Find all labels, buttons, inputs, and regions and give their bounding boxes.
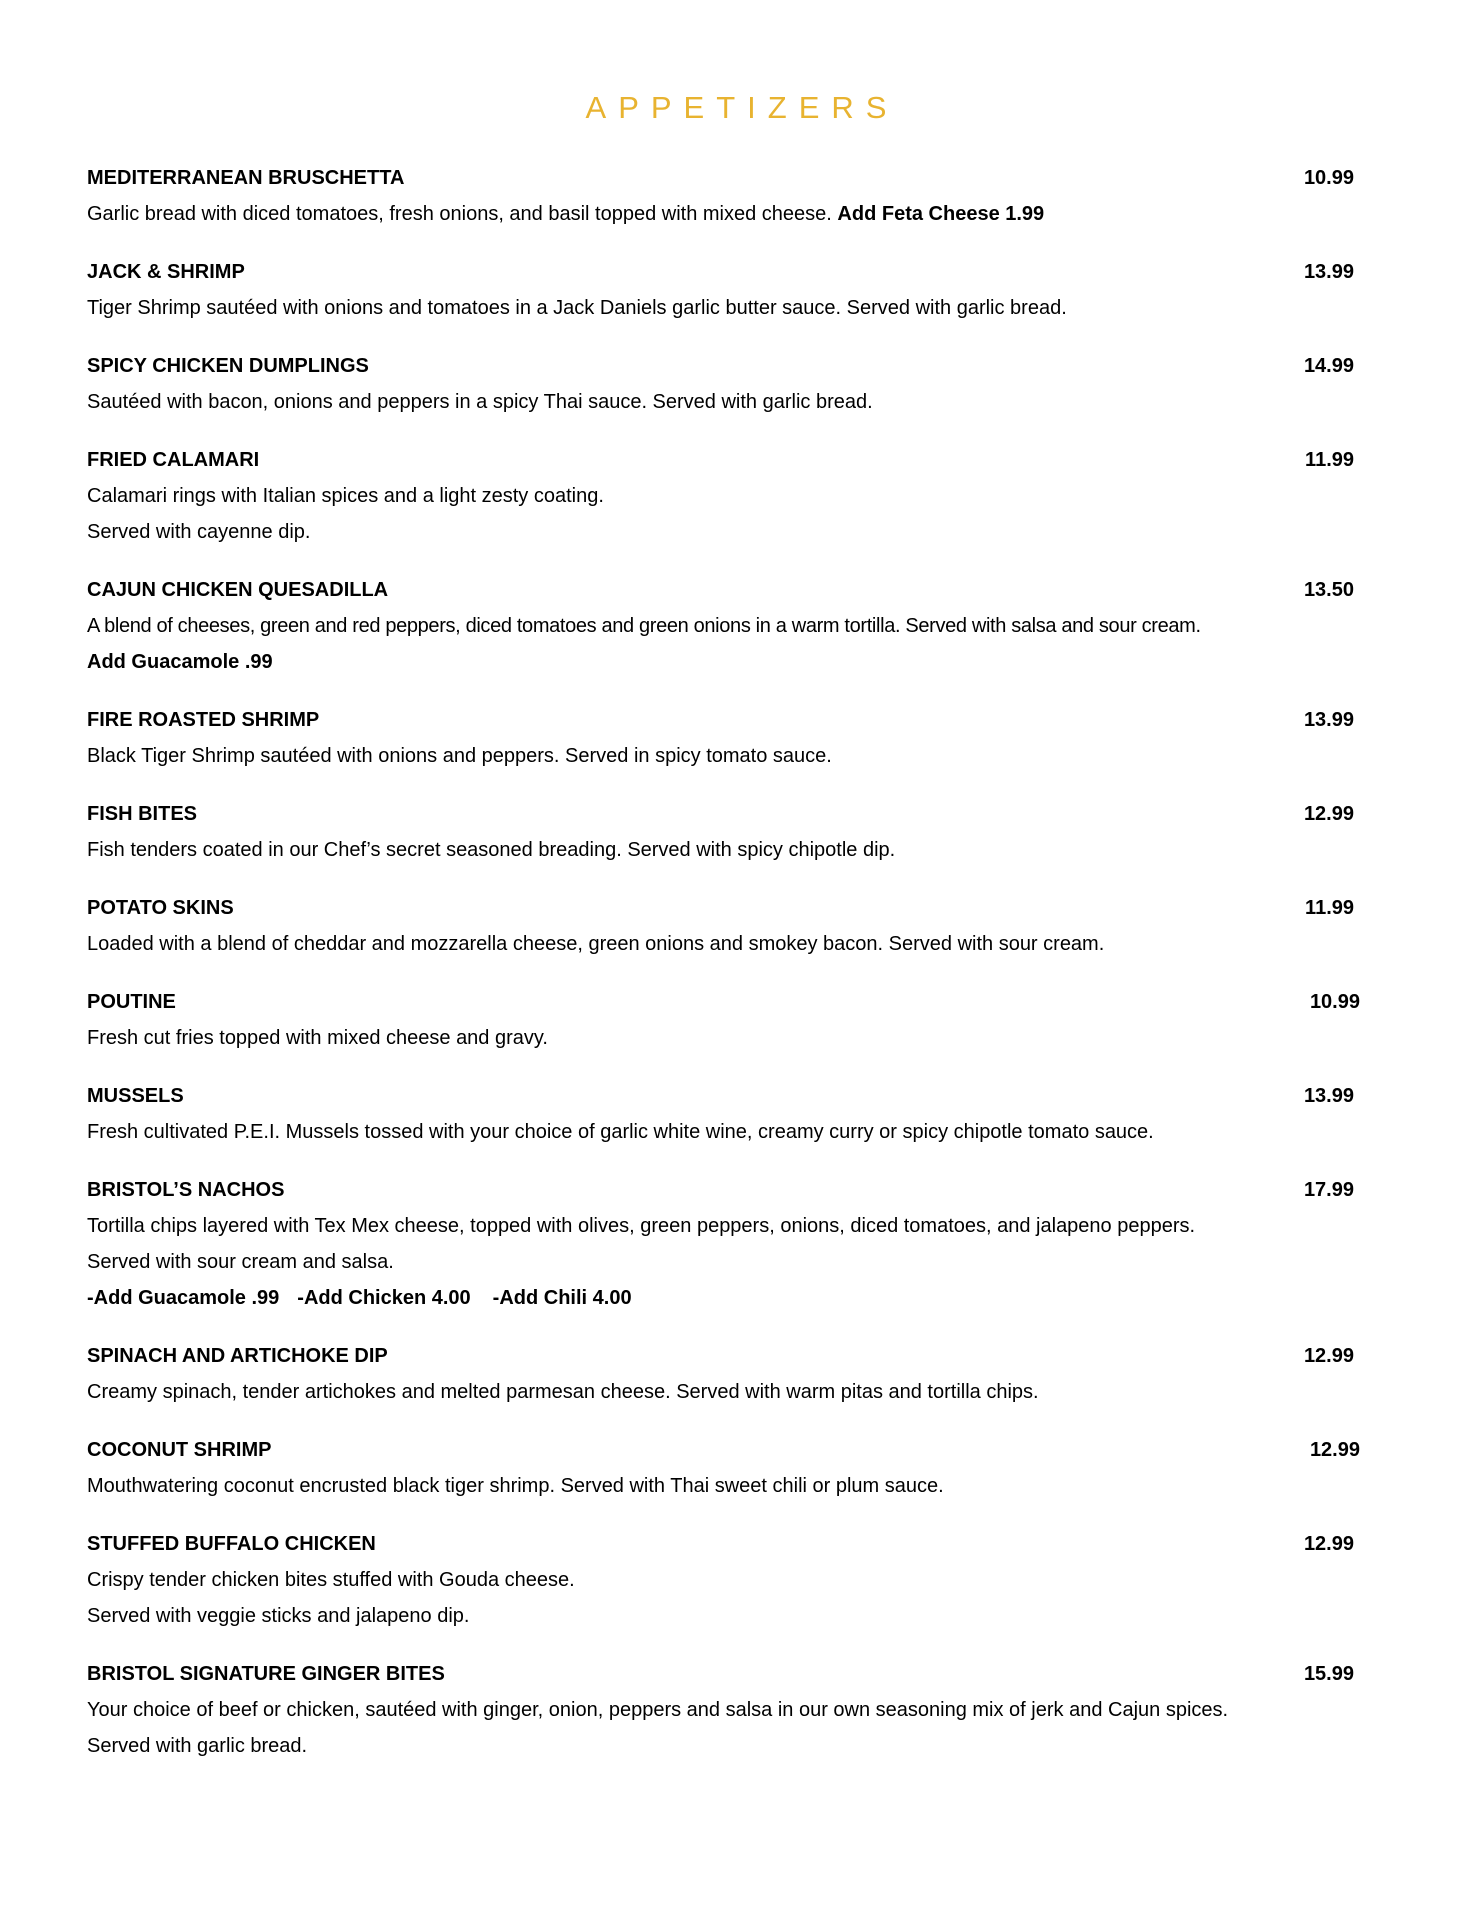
addon-text: Add Feta Cheese 1.99 [837, 203, 1045, 225]
item-addons [87, 1280, 1377, 1316]
item-description: Fresh cultivated P.E.I. Mussels tossed with your choice of garlic white wine, creamy curry or spicy chipotle tomato sauce. [87, 1121, 1154, 1143]
addon-chili: -Add Chili 4.00 [492, 1287, 632, 1309]
item-price: 13.99 [1303, 709, 1354, 731]
item-price: 12.99 [1303, 1345, 1354, 1367]
item-description: Tiger Shrimp sautéed with onions and tomatoes in a Jack Daniels garlic butter sauce. Served with garlic bread. [87, 297, 1067, 319]
menu-item-spinach-artichoke-dip [87, 1338, 1377, 1410]
item-price: 12.99 [1303, 803, 1354, 825]
item-price: 14.99 [1303, 355, 1354, 377]
item-description: Loaded with a blend of cheddar and mozzarella cheese, green onions and smokey bacon. Served with sour cream. [87, 933, 1105, 955]
item-description: Fish tenders coated in our Chef’s secret seasoned breading. Served with spicy chipotle dip. [87, 839, 896, 861]
menu-item-mussels [87, 1078, 1377, 1150]
item-name: FISH BITES [87, 803, 198, 825]
item-price: 12.99 [1303, 1533, 1354, 1555]
item-price: 15.99 [1303, 1663, 1354, 1685]
item-description: Creamy spinach, tender artichokes and melted parmesan cheese. Served with warm pitas and tortilla chips. [87, 1381, 1039, 1403]
item-description: Sautéed with bacon, onions and peppers in a spicy Thai sauce. Served with garlic bread. [87, 391, 873, 413]
menu-item-fried-calamari [87, 442, 1377, 550]
item-name: FRIED CALAMARI [87, 449, 260, 471]
item-name: SPICY CHICKEN DUMPLINGS [87, 355, 369, 377]
item-addon: Add Guacamole .99 [87, 651, 273, 673]
item-name: BRISTOL SIGNATURE GINGER BITES [87, 1663, 445, 1685]
item-name: BRISTOL’S NACHOS [87, 1179, 285, 1201]
menu-item-potato-skins [87, 890, 1377, 962]
item-name: SPINACH AND ARTICHOKE DIP [87, 1345, 388, 1367]
menu-item-poutine [87, 984, 1377, 1056]
item-name: MUSSELS [87, 1085, 184, 1107]
item-description: Mouthwatering coconut encrusted black tiger shrimp. Served with Thai sweet chili or plum sauce. [87, 1475, 944, 1497]
item-description: Your choice of beef or chicken, sautéed with ginger, onion, peppers and salsa in our own seasoning mix of jerk and Cajun spices. [87, 1699, 1229, 1721]
item-description-line-2: Served with garlic bread. [87, 1735, 308, 1757]
menu-item-jack-shrimp [87, 254, 1377, 326]
item-name: POUTINE [87, 991, 176, 1013]
item-price: 13.50 [1303, 579, 1354, 601]
description-text: Garlic bread with diced tomatoes, fresh onions, and basil topped with mixed cheese. [87, 203, 832, 225]
addon-guacamole: -Add Guacamole .99 [87, 1287, 280, 1309]
menu-item-bristols-nachos [87, 1172, 1377, 1316]
item-name: JACK & SHRIMP [87, 261, 245, 283]
item-name: FIRE ROASTED SHRIMP [87, 709, 320, 731]
item-name: COCONUT SHRIMP [87, 1439, 272, 1461]
item-description: Fresh cut fries topped with mixed cheese and gravy. [87, 1027, 548, 1049]
item-description: Black Tiger Shrimp sautéed with onions and peppers. Served in spicy tomato sauce. [87, 745, 832, 767]
item-description-line-2: Served with cayenne dip. [87, 521, 311, 543]
item-price: 17.99 [1303, 1179, 1354, 1201]
menu-item-fire-roasted-shrimp [87, 702, 1377, 774]
item-description: Crispy tender chicken bites stuffed with Gouda cheese. [87, 1569, 575, 1591]
item-name: CAJUN CHICKEN QUESADILLA [87, 579, 389, 601]
item-name: POTATO SKINS [87, 897, 234, 919]
page-title: APPETIZERS [585, 90, 899, 125]
menu-item-mediterranean-bruschetta [87, 160, 1377, 232]
item-price: 10.99 [1309, 991, 1360, 1013]
menu-item-bristol-signature-ginger-bites [87, 1656, 1377, 1764]
item-description-line-2: Served with sour cream and salsa. [87, 1251, 394, 1273]
item-description: A blend of cheeses, green and red peppers, diced tomatoes and green onions in a warm tortilla. Served with salsa and sour cream. [87, 615, 1201, 637]
menu-item-cajun-chicken-quesadilla [87, 572, 1377, 680]
item-price: 11.99 [1305, 897, 1354, 919]
item-description: Calamari rings with Italian spices and a light zesty coating. [87, 485, 604, 507]
item-description-line-2: Served with veggie sticks and jalapeno dip. [87, 1605, 470, 1627]
item-price: 11.99 [1305, 449, 1354, 471]
item-name: MEDITERRANEAN BRUSCHETTA [87, 167, 405, 189]
item-description [87, 196, 1377, 232]
menu-item-stuffed-buffalo-chicken [87, 1526, 1377, 1634]
item-price: 10.99 [1303, 167, 1354, 189]
item-price: 13.99 [1303, 261, 1354, 283]
appetizer-list [87, 160, 1377, 1786]
item-price: 12.99 [1309, 1439, 1360, 1461]
menu-item-fish-bites [87, 796, 1377, 868]
menu-item-spicy-chicken-dumplings [87, 348, 1377, 420]
item-description: Tortilla chips layered with Tex Mex cheese, topped with olives, green peppers, onions, diced tomatoes, and jalapeno peppers. [87, 1215, 1196, 1237]
item-price: 13.99 [1303, 1085, 1354, 1107]
addon-chicken: -Add Chicken 4.00 [297, 1287, 471, 1309]
item-name: STUFFED BUFFALO CHICKEN [87, 1533, 376, 1555]
menu-item-coconut-shrimp [87, 1432, 1377, 1504]
